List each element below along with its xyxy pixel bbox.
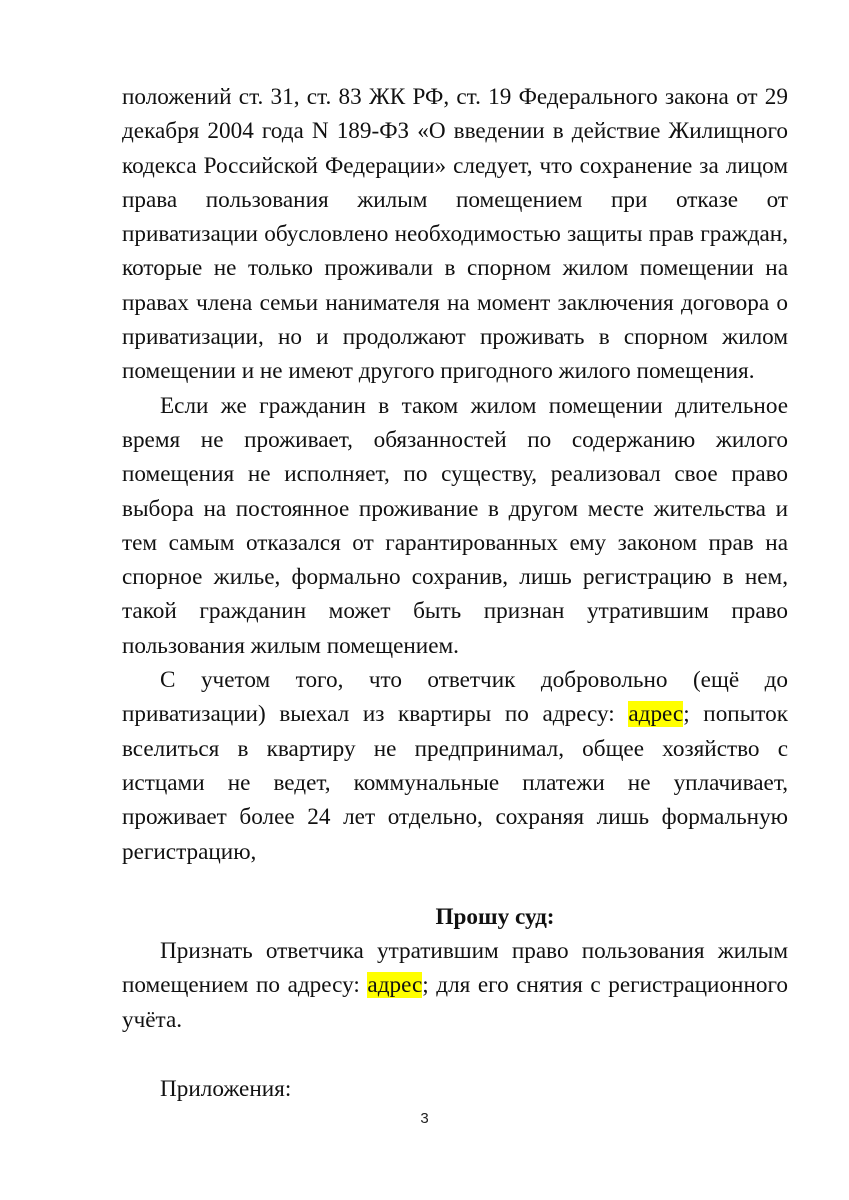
paragraph-request-text-start: Признать ответчика утратившим право пользования жилым помещением по адресу: [122, 938, 788, 999]
paragraph-circumstances [122, 663, 788, 869]
request-heading: Прошу суд: [435, 903, 555, 930]
paragraph-request [122, 934, 788, 1037]
attachments-label: Приложения: [160, 1076, 292, 1103]
paragraph-circumstances-text-start: С учетом того, что ответчик добровольно (ещё до приватизации) выехал из квартиры по адресу: [122, 667, 788, 728]
paragraph-grounds: Если же гражданин в таком жилом помещении длительное время не проживает, обязанностей по содержанию жилого помещения не исполняет, по существу, реализовал свое право выбора на постоянное проживание в другом месте жительства и тем самым отказался от гарантированных ему законом прав на спорное жилье, формально сохранив, лишь регистрацию в нем, такой гражданин может быть признан утратившим право пользования жилым помещением. [122, 392, 788, 659]
paragraph-circumstances-text-end: ; попыток вселиться в квартиру не предпринимал, общее хозяйство с истцами не ведет, коммунальные платежи не уплачивает, проживает более 24 лет отдельно, сохраняя лишь формальную регистрацию, [122, 701, 788, 865]
paragraph-legal-basis: положений ст. 31, ст. 83 ЖК РФ, ст. 19 Федерального закона от 29 декабря 2004 года N 189-ФЗ «О введении в действие Жилищного кодекса Российской Федерации» следует, что сохранение за лицом права пользования жилым помещением при отказе от приватизации обусловлено необходимостью защиты прав граждан, которые не только проживали в спорном жилом помещении на правах члена семьи нанимателя на момент заключения договора о приватизации, но и продолжают проживать в спорном жилом помещении и не имеют другого пригодного жилого помещения. [122, 84, 788, 385]
address-placeholder-highlight: адрес [628, 701, 684, 728]
address-placeholder-highlight: адрес [367, 972, 423, 999]
paragraph-request-text-end: ; для его снятия с регистрационного учёта. [122, 972, 788, 1033]
page-number: 3 [420, 1110, 429, 1127]
document-body [122, 80, 788, 1106]
